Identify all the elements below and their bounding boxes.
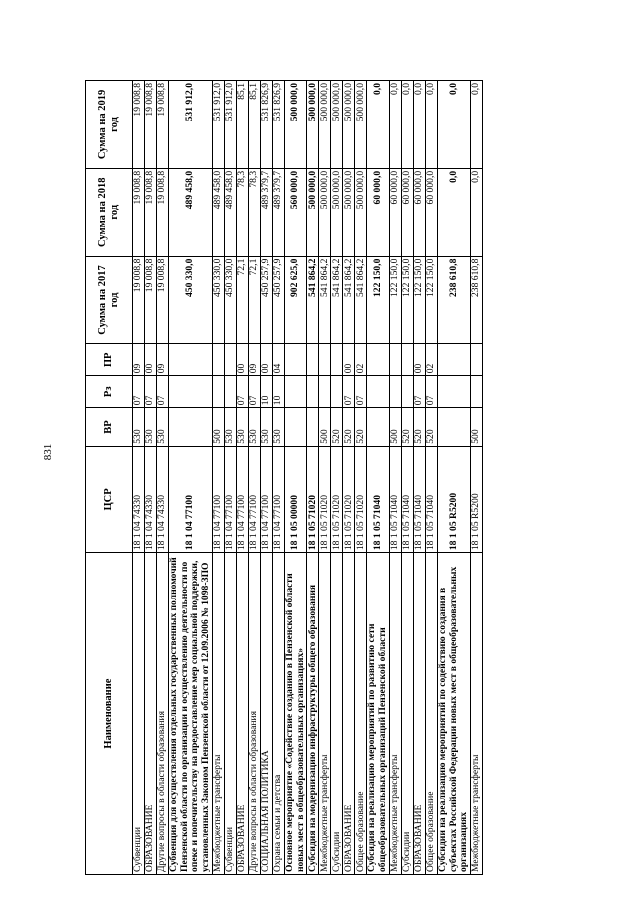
cell-pr xyxy=(212,344,224,376)
cell-sum-2017: 541 864,2 xyxy=(343,256,355,344)
cell-name: Субсидии на реализацию мероприятий по содействию создания в субъектах Российской Федерации новых мест в общеобразовательных организациях xyxy=(437,553,470,875)
cell-pr: 04 xyxy=(272,344,284,376)
cell-rz: 07 xyxy=(355,376,367,408)
cell-rz xyxy=(401,376,413,408)
cell-sum-2017: 450 257,9 xyxy=(260,256,272,344)
cell-sum-2017: 541 864,2 xyxy=(331,256,343,344)
table-row xyxy=(169,81,213,875)
cell-name: Межбюджетные трансферты xyxy=(212,553,224,875)
cell-sum-2017: 541 864,2 xyxy=(319,256,331,344)
cell-sum-2019: 19 008,8 xyxy=(145,81,157,169)
cell-pr: 09 xyxy=(157,344,169,376)
cell-csr: 18 1 05 71040 xyxy=(425,446,437,552)
header-sum-2018: Сумма на 2018 год xyxy=(86,168,133,256)
cell-sum-2019: 500 000,0 xyxy=(331,81,343,169)
cell-sum-2019: 19 008,8 xyxy=(157,81,169,169)
cell-pr: 00 xyxy=(413,344,425,376)
table-row xyxy=(307,81,319,875)
cell-csr: 18 1 04 77100 xyxy=(260,446,272,552)
cell-name: ОБРАЗОВАНИЕ xyxy=(413,553,425,875)
cell-name: Межбюджетные трансферты xyxy=(319,553,331,875)
cell-pr xyxy=(331,344,343,376)
cell-name: Субсидии xyxy=(331,553,343,875)
cell-name: Субсидия на реализацию мероприятий по развитию сети общеобразовательных организаций Пензенской области xyxy=(367,553,389,875)
cell-rz xyxy=(389,376,401,408)
cell-vr: 530 xyxy=(145,408,157,447)
cell-sum-2017: 19 008,8 xyxy=(145,256,157,344)
table-row xyxy=(212,81,224,875)
cell-sum-2017: 541 864,2 xyxy=(355,256,367,344)
cell-sum-2018: 500 000,0 xyxy=(355,168,367,256)
cell-rz: 07 xyxy=(343,376,355,408)
cell-sum-2017: 19 008,8 xyxy=(133,256,145,344)
cell-csr: 18 1 05 71040 xyxy=(367,446,389,552)
cell-rz: 07 xyxy=(145,376,157,408)
cell-sum-2018: 19 008,8 xyxy=(145,168,157,256)
cell-sum-2018: 500 000,0 xyxy=(307,168,319,256)
cell-sum-2018: 489 458,0 xyxy=(224,168,236,256)
cell-pr xyxy=(389,344,401,376)
page-number: 831 xyxy=(42,443,54,461)
cell-pr xyxy=(169,344,213,376)
cell-sum-2018: 78,3 xyxy=(236,168,248,256)
table-header-row xyxy=(86,81,133,875)
cell-name: Основное мероприятие «Содействие созданию в Пензенской области новых мест в общеобразовательных организациях» xyxy=(284,553,306,875)
cell-pr: 00 xyxy=(260,344,272,376)
cell-name: Межбюджетные трансферты xyxy=(471,553,483,875)
cell-csr: 18 1 05 R5200 xyxy=(437,446,470,552)
cell-sum-2018: 19 008,8 xyxy=(133,168,145,256)
cell-vr xyxy=(307,408,319,447)
cell-sum-2019: 0,0 xyxy=(413,81,425,169)
cell-sum-2018: 489 458,0 xyxy=(212,168,224,256)
table-row xyxy=(355,81,367,875)
cell-csr: 18 1 05 71020 xyxy=(319,446,331,552)
cell-sum-2019: 500 000,0 xyxy=(319,81,331,169)
cell-pr: 09 xyxy=(133,344,145,376)
cell-sum-2019: 0,0 xyxy=(425,81,437,169)
cell-csr: 18 1 04 77100 xyxy=(212,446,224,552)
cell-csr: 18 1 05 71040 xyxy=(389,446,401,552)
header-sum-2019: Сумма на 2019 год xyxy=(86,81,133,169)
cell-name: Субсидия на модернизацию инфраструктуры общего образования xyxy=(307,553,319,875)
table-row xyxy=(401,81,413,875)
cell-vr: 530 xyxy=(133,408,145,447)
cell-sum-2019: 85,1 xyxy=(236,81,248,169)
cell-rz xyxy=(367,376,389,408)
cell-sum-2019: 19 008,8 xyxy=(133,81,145,169)
cell-rz: 07 xyxy=(248,376,260,408)
cell-csr: 18 1 04 74330 xyxy=(157,446,169,552)
cell-csr: 18 1 04 77100 xyxy=(169,446,213,552)
cell-rz: 07 xyxy=(425,376,437,408)
cell-sum-2017: 122 150,0 xyxy=(401,256,413,344)
cell-pr: 00 xyxy=(145,344,157,376)
cell-sum-2019: 500 000,0 xyxy=(284,81,306,169)
cell-sum-2017: 72,1 xyxy=(236,256,248,344)
cell-vr: 530 xyxy=(272,408,284,447)
cell-sum-2018: 489 379,7 xyxy=(272,168,284,256)
cell-csr: 18 1 05 71020 xyxy=(343,446,355,552)
cell-sum-2017: 19 008,8 xyxy=(157,256,169,344)
header-name: Наименование xyxy=(86,553,133,875)
table-row xyxy=(157,81,169,875)
cell-vr xyxy=(367,408,389,447)
cell-rz xyxy=(471,376,483,408)
table-row xyxy=(471,81,483,875)
cell-sum-2018: 489 458,0 xyxy=(169,168,213,256)
cell-rz xyxy=(307,376,319,408)
cell-pr xyxy=(367,344,389,376)
cell-csr: 18 1 04 74330 xyxy=(145,446,157,552)
table-row xyxy=(413,81,425,875)
table-row xyxy=(437,81,470,875)
cell-sum-2017: 122 150,0 xyxy=(425,256,437,344)
cell-vr: 530 xyxy=(236,408,248,447)
cell-sum-2017: 122 150,0 xyxy=(367,256,389,344)
cell-name: Субвенция для осуществления отдельных государственных полномочий Пензенской области по организации и осуществлению деятельности по опеке и попечительству на предоставление мер социальной поддержки, установленных Законом Пензенской области от 12.09.2006 № 1098-ЗПО xyxy=(169,553,213,875)
table-row xyxy=(248,81,260,875)
cell-sum-2018: 60 000,0 xyxy=(367,168,389,256)
cell-vr: 530 xyxy=(157,408,169,447)
cell-name: Другие вопросы в области образования xyxy=(157,553,169,875)
cell-sum-2018: 489 379,7 xyxy=(260,168,272,256)
cell-name: Субвенции xyxy=(133,553,145,875)
cell-rz: 10 xyxy=(260,376,272,408)
cell-sum-2019: 0,0 xyxy=(367,81,389,169)
cell-rz xyxy=(437,376,470,408)
cell-vr: 520 xyxy=(355,408,367,447)
cell-csr: 18 1 05 R5200 xyxy=(471,446,483,552)
cell-sum-2018: 500 000,0 xyxy=(343,168,355,256)
cell-name: Другие вопросы в области образования xyxy=(248,553,260,875)
cell-sum-2019: 0,0 xyxy=(401,81,413,169)
cell-vr xyxy=(169,408,213,447)
table-row xyxy=(367,81,389,875)
cell-rz: 07 xyxy=(236,376,248,408)
cell-name: ОБРАЗОВАНИЕ xyxy=(236,553,248,875)
cell-rz xyxy=(284,376,306,408)
cell-vr: 520 xyxy=(331,408,343,447)
header-pr: ПР xyxy=(86,344,133,376)
cell-sum-2018: 19 008,8 xyxy=(157,168,169,256)
cell-vr: 530 xyxy=(224,408,236,447)
table-row xyxy=(284,81,306,875)
header-sum-2017: Сумма на 2017 год xyxy=(86,256,133,344)
cell-sum-2018: 60 000,0 xyxy=(413,168,425,256)
cell-rz xyxy=(331,376,343,408)
cell-csr: 18 1 04 77100 xyxy=(272,446,284,552)
budget-table xyxy=(85,80,483,875)
table-row xyxy=(145,81,157,875)
cell-csr: 18 1 05 71040 xyxy=(413,446,425,552)
cell-vr: 530 xyxy=(248,408,260,447)
header-csr: ЦСР xyxy=(86,446,133,552)
cell-vr xyxy=(284,408,306,447)
cell-sum-2018: 0,0 xyxy=(437,168,470,256)
cell-vr: 520 xyxy=(401,408,413,447)
cell-sum-2019: 531 912,0 xyxy=(224,81,236,169)
cell-rz xyxy=(319,376,331,408)
cell-sum-2018: 500 000,0 xyxy=(331,168,343,256)
table-row xyxy=(425,81,437,875)
cell-sum-2019: 85,1 xyxy=(248,81,260,169)
cell-csr: 18 1 04 77100 xyxy=(224,446,236,552)
cell-sum-2018: 78,3 xyxy=(248,168,260,256)
cell-sum-2017: 450 330,0 xyxy=(212,256,224,344)
cell-name: Межбюджетные трансферты xyxy=(389,553,401,875)
cell-name: ОБРАЗОВАНИЕ xyxy=(145,553,157,875)
cell-vr: 500 xyxy=(212,408,224,447)
table-row xyxy=(224,81,236,875)
cell-vr xyxy=(437,408,470,447)
cell-csr: 18 1 04 77100 xyxy=(248,446,260,552)
cell-sum-2017: 450 257,9 xyxy=(272,256,284,344)
cell-vr: 500 xyxy=(471,408,483,447)
cell-sum-2019: 531 826,9 xyxy=(272,81,284,169)
cell-sum-2018: 500 000,0 xyxy=(319,168,331,256)
cell-rz xyxy=(169,376,213,408)
cell-name: Субвенции xyxy=(224,553,236,875)
cell-name: Охрана семьи и детства xyxy=(272,553,284,875)
cell-csr: 18 1 05 71020 xyxy=(355,446,367,552)
cell-csr: 18 1 05 71040 xyxy=(401,446,413,552)
cell-sum-2018: 560 000,0 xyxy=(284,168,306,256)
cell-vr: 520 xyxy=(343,408,355,447)
cell-sum-2017: 238 610,8 xyxy=(471,256,483,344)
cell-vr: 500 xyxy=(389,408,401,447)
cell-csr: 18 1 05 71020 xyxy=(307,446,319,552)
table-row xyxy=(133,81,145,875)
cell-csr: 18 1 05 00000 xyxy=(284,446,306,552)
cell-vr: 530 xyxy=(260,408,272,447)
cell-csr: 18 1 05 71020 xyxy=(331,446,343,552)
cell-pr xyxy=(284,344,306,376)
table-row xyxy=(319,81,331,875)
header-vr: ВР xyxy=(86,408,133,447)
cell-csr: 18 1 04 74330 xyxy=(133,446,145,552)
table-body xyxy=(133,81,483,875)
cell-sum-2017: 450 330,0 xyxy=(224,256,236,344)
cell-pr xyxy=(471,344,483,376)
cell-sum-2017: 122 150,0 xyxy=(413,256,425,344)
table-row xyxy=(343,81,355,875)
cell-pr: 00 xyxy=(343,344,355,376)
cell-sum-2019: 500 000,0 xyxy=(355,81,367,169)
table-row xyxy=(331,81,343,875)
cell-rz: 07 xyxy=(157,376,169,408)
cell-sum-2017: 238 610,8 xyxy=(437,256,470,344)
cell-vr: 500 xyxy=(319,408,331,447)
cell-pr: 02 xyxy=(425,344,437,376)
header-rz: Рз xyxy=(86,376,133,408)
cell-pr xyxy=(319,344,331,376)
cell-sum-2019: 500 000,0 xyxy=(307,81,319,169)
cell-sum-2019: 0,0 xyxy=(471,81,483,169)
cell-sum-2019: 0,0 xyxy=(437,81,470,169)
cell-pr: 02 xyxy=(355,344,367,376)
table-row xyxy=(236,81,248,875)
cell-sum-2019: 531 912,0 xyxy=(212,81,224,169)
cell-pr: 09 xyxy=(248,344,260,376)
cell-sum-2018: 60 000,0 xyxy=(401,168,413,256)
cell-name: Субсидии xyxy=(401,553,413,875)
cell-vr: 520 xyxy=(413,408,425,447)
cell-csr: 18 1 04 77100 xyxy=(236,446,248,552)
cell-rz: 07 xyxy=(413,376,425,408)
cell-sum-2019: 531 912,0 xyxy=(169,81,213,169)
cell-sum-2017: 541 864,2 xyxy=(307,256,319,344)
cell-pr xyxy=(307,344,319,376)
cell-name: СОЦИАЛЬНАЯ ПОЛИТИКА xyxy=(260,553,272,875)
cell-pr xyxy=(224,344,236,376)
cell-rz: 10 xyxy=(272,376,284,408)
cell-sum-2017: 902 625,0 xyxy=(284,256,306,344)
cell-rz: 07 xyxy=(133,376,145,408)
rotated-table-container xyxy=(85,80,613,875)
cell-rz xyxy=(212,376,224,408)
cell-sum-2018: 0,0 xyxy=(471,168,483,256)
cell-pr: 00 xyxy=(236,344,248,376)
table-row xyxy=(260,81,272,875)
cell-sum-2017: 72,1 xyxy=(248,256,260,344)
cell-rz xyxy=(224,376,236,408)
cell-sum-2019: 500 000,0 xyxy=(343,81,355,169)
cell-name: ОБРАЗОВАНИЕ xyxy=(343,553,355,875)
cell-sum-2018: 60 000,0 xyxy=(389,168,401,256)
cell-vr: 520 xyxy=(425,408,437,447)
table-row xyxy=(272,81,284,875)
cell-sum-2017: 122 150,0 xyxy=(389,256,401,344)
cell-sum-2018: 60 000,0 xyxy=(425,168,437,256)
table-row xyxy=(389,81,401,875)
cell-name: Общее образование xyxy=(425,553,437,875)
cell-pr xyxy=(437,344,470,376)
cell-sum-2019: 0,0 xyxy=(389,81,401,169)
cell-sum-2019: 531 826,9 xyxy=(260,81,272,169)
cell-name: Общее образование xyxy=(355,553,367,875)
cell-sum-2017: 450 330,0 xyxy=(169,256,213,344)
cell-pr xyxy=(401,344,413,376)
